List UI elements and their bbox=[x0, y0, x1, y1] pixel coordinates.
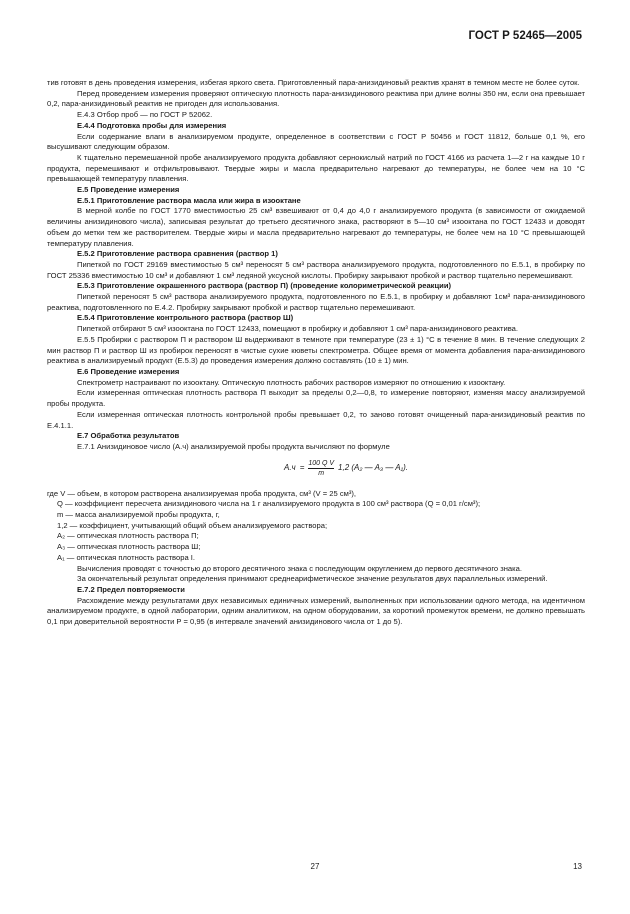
document-body bbox=[47, 78, 585, 628]
section-heading: Е.7 Обработка результатов bbox=[77, 431, 180, 441]
paragraph: Спектрометр настраивают по изооктану. Оптическую плотность рабочих растворов измеряют по отношению к изооктану. bbox=[77, 377, 506, 387]
paragraph: Е.5.5 Пробирки с раствором П и раствором Ш выдерживают в темноте при температуре (23 ± 1) °С в течение 8 мин. В течение следующих 2 мин раствор П и раствор Ш из пробирок переносят в чистые сухие кюветы спектрометра. Общее время от момента добавления пара-анизидинового реактива в анализируемый продукт (Е.5.3) до проведения измерения должно составлять (10 ± 1) мин. bbox=[47, 334, 585, 366]
formula-numerator: 100 Q V bbox=[308, 459, 335, 467]
paragraph: Расхождение между результатами двух независимых единичных измерений, выполненных при использовании одного метода, на идентичном анализируемом продукте, в одной лаборатории, одним аналитиком, на одном оборудовании, за короткий промежуток времени, не должно превышать 0,1 при доверительной вероятности P = 0,95 (в интервале значений анизидинового числа от 1 до 5). bbox=[47, 595, 585, 627]
paragraph: Вычисления проводят с точностью до второго десятичного знака с последующим округлением до первого десятичного знака. bbox=[77, 563, 522, 573]
text-section-2 bbox=[47, 564, 585, 628]
page-number-right: 13 bbox=[573, 862, 582, 871]
legend-item: m — масса анализируемой пробы продукта, г, bbox=[57, 510, 220, 520]
section-heading: Е.5.4 Приготовление контрольного раствора (раствор Ш) bbox=[77, 313, 294, 323]
paragraph: Если измеренная оптическая плотность контрольной пробы превышает 0,2, то заново готовят очищенный пара-анизидиновый реактив по Е.4.1.1. bbox=[47, 409, 585, 430]
paragraph: Если содержание влаги в анализируемом продукте, определенное в соответствии с ГОСТ Р 50456 и ГОСТ 11812, больше 0,1 %, его высушивают следующим образом. bbox=[47, 131, 585, 152]
formula bbox=[107, 459, 585, 483]
legend-item: A₂ — оптическая плотность раствора П; bbox=[57, 531, 199, 541]
formula-fraction bbox=[308, 459, 334, 478]
section-heading: Е.5 Проведение измерения bbox=[77, 185, 180, 195]
standard-header: ГОСТ Р 52465—2005 bbox=[468, 30, 582, 42]
formula-legend bbox=[47, 489, 585, 564]
paragraph: Пипеткой отбирают 5 см³ изооктана по ГОСТ 12433, помещают в пробирку и добавляют 1 см³ пара-анизидинового реактива. bbox=[77, 324, 518, 334]
section-heading: Е.6 Проведение измерения bbox=[77, 366, 180, 376]
paragraph: тив готовят в день проведения измерения, избегая яркого света. Приготовленный пара-анизидиновый реактив хранят в темном месте не более суток. bbox=[47, 78, 580, 87]
paragraph: В мерной колбе по ГОСТ 1770 вместимостью 25 см³ взвешивают от 0,4 до 4,0 г анализируемого продукта (в зависимости от ожидаемой величины анизидинового числа), записывая результат до третьего десятичного знака, растворяют в 5—10 см³ изооктана по ГОСТ 12433 и доводят объем до метки тем же растворителем. Твердые жиры и масла предварительно нагревают до температуры, не более чем на 10 °С превышающей температуру плавления. bbox=[47, 206, 585, 248]
formula-rhs: 1,2 (A₂ — A₃ — A₁). bbox=[338, 462, 408, 472]
section-heading: Е.7.2 Предел повторяемости bbox=[77, 584, 185, 594]
section-heading: Е.5.3 Приготовление окрашенного раствора (раствор П) (проведение колориметрической реакции) bbox=[77, 281, 452, 291]
section-heading: Е.5.2 Приготовление раствора сравнения (раствор 1) bbox=[77, 249, 278, 259]
legend-item: A₃ — оптическая плотность раствора Ш; bbox=[57, 542, 201, 552]
legend-item: 1,2 — коэффициент, учитывающий общий объем анализируемого раствора; bbox=[57, 520, 328, 530]
formula-denominator: m bbox=[318, 469, 325, 477]
legend-item: A₁ — оптическая плотность раствора I. bbox=[57, 552, 195, 562]
paragraph: Если измеренная оптическая плотность раствора П выходит за пределы 0,2—0,8, то измерение повторяют, изменяя массу анализируемой пробы продукта. bbox=[47, 388, 585, 409]
paragraph: Пипеткой по ГОСТ 29169 вместимостью 5 см³ переносят 5 см³ раствора анализируемого продукта, подготовленного по Е.5.1, в пробирку по ГОСТ 25336 вместимостью 10 см³ и добавляют 1 см³ ледяной уксусной кислоты. Пробирку закрывают пробкой и раствор тщательно перемешивают. bbox=[47, 259, 585, 280]
paragraph: За окончательный результат определения принимают среднеарифметическое значение результатов двух параллельных измерений. bbox=[77, 574, 548, 584]
paragraph: Пипеткой переносят 5 см³ раствора анализируемого продукта, подготовленного по Е.5.1, в пробирку и добавляют 1см³ пара-анизидинового реактива, подготовленного по Е.4.2. Пробирку закрывают пробкой и раствор тщательно перемешивают. bbox=[47, 292, 585, 312]
paragraph: Перед проведением измерения проверяют оптическую плотность пара-анизидинового реактива при длине волны 350 нм, если она превышает 0,2, пара-анизидиновый реактив не пригоден для использования. bbox=[47, 88, 585, 109]
section-heading: Е.4.4 Подготовка пробы для измерения bbox=[77, 120, 227, 130]
formula-expression: А.ч = $\frac{\text{100 Q V}}{m}$ 1,2 (A₂ — A₃ — A₁). bbox=[283, 459, 408, 477]
paragraph: Е.4.3 Отбор проб — по ГОСТ Р 52062. bbox=[77, 110, 213, 120]
page-number-center: 27 bbox=[310, 862, 320, 871]
text-section-1 bbox=[47, 78, 585, 453]
paragraph: К тщательно перемешанной пробе анализируемого продукта добавляют сернокислый натрий по ГОСТ 4166 из расчета 1—2 г на каждые 10 г продукта, перемешивают и отфильтровывают. Твердые жиры и масла предварительно нагревают до температуры, не более чем на 10 °С превышающей температуру плавления. bbox=[47, 152, 585, 184]
section-heading: Е.5.1 Приготовление раствора масла или жира в изооктане bbox=[77, 195, 301, 205]
legend-item: где V — объем, в котором растворена анализируемая проба продукта, см³ (V = 25 см³), bbox=[47, 488, 357, 498]
paragraph: Е.7.1 Анизидиновое число (А.ч) анализируемой пробы продукта вычисляют по формуле bbox=[77, 441, 390, 451]
legend-item: Q — коэффициент пересчета анизидинового числа на 1 г анализируемого продукта в 100 см³ раствора (Q = 0,01 г/см³); bbox=[57, 499, 481, 509]
formula-lhs: А.ч bbox=[283, 462, 296, 472]
